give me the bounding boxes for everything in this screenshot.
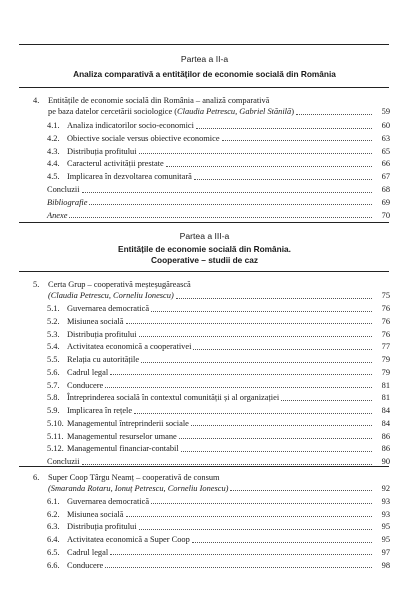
entry-number: 4.1. [47, 121, 60, 130]
entry-title: Implicarea în rețele [67, 406, 133, 415]
leader-dots [139, 153, 372, 154]
page-number: 77 [381, 342, 390, 352]
entry-number: 5.4. [47, 342, 60, 352]
part3-subtitle-line2: Cooperative – studii de caz [151, 255, 258, 265]
leader-dots [126, 516, 372, 517]
page-number: 68 [381, 185, 390, 194]
leader-dots [176, 298, 372, 299]
page-number: 81 [381, 393, 390, 403]
leader-dots [82, 464, 372, 465]
page-number: 59 [381, 107, 390, 116]
leader-dots [296, 114, 372, 115]
toc-entry [0, 431, 409, 442]
toc-entry [0, 197, 409, 208]
page-number: 60 [381, 121, 390, 130]
entry-title: Întreprinderea socială în contextul comunității și al organizației [67, 393, 280, 403]
leader-dots [82, 192, 372, 193]
leader-dots [181, 451, 372, 452]
entry-title: Anexe [47, 210, 68, 220]
page-number: 81 [381, 380, 390, 390]
entry-number: 5.11. [47, 431, 64, 441]
entry-number: 5.2. [47, 316, 60, 326]
page-number: 95 [381, 522, 390, 532]
toc-entry [0, 509, 409, 520]
page-number: 63 [381, 133, 390, 143]
toc-entry [0, 443, 409, 454]
entry-title: Activitatea economică a cooperativei [67, 342, 192, 352]
toc-entry [0, 133, 409, 144]
entry-number: 5.9. [47, 406, 60, 415]
entry-title: Guvernarea democratică [67, 304, 150, 313]
entry-title: Super Coop Târgu Neamț – cooperativă de consum [48, 472, 220, 482]
toc-entry [0, 560, 409, 571]
entry-title: Relația cu autoritățile [67, 355, 140, 364]
part3-rule [19, 271, 389, 272]
page-number: 93 [381, 496, 390, 506]
top-rule [19, 44, 389, 45]
entry-title: Managementul întreprinderii sociale [67, 418, 189, 428]
chapter-rule [19, 466, 389, 467]
leader-dots [151, 311, 372, 312]
entry-title: Guvernarea democratică [67, 496, 150, 506]
page-number: 76 [381, 304, 390, 313]
entry-title: Misiunea socială [67, 316, 124, 326]
entry-number: 6.5. [47, 547, 60, 557]
leader-dots [230, 490, 372, 491]
toc-entry [0, 158, 409, 169]
toc-entry [0, 521, 409, 532]
entry-number: 4.5. [47, 172, 60, 182]
page-number: 98 [381, 560, 390, 570]
leader-dots [191, 425, 372, 426]
page-number: 75 [381, 291, 390, 300]
page-number: 93 [381, 509, 390, 519]
toc-entry [0, 354, 409, 365]
entry-number: 5.10. [47, 418, 64, 428]
page-number: 95 [381, 535, 390, 544]
leader-dots [193, 349, 372, 350]
toc-entry [0, 106, 409, 117]
part2-heading: Partea a II-a [180, 54, 229, 64]
page-number: 70 [381, 210, 390, 220]
toc-entry [0, 210, 409, 221]
page-number: 84 [381, 406, 390, 415]
entry-number: 4. [33, 96, 40, 105]
entry-title: Entitățile de economie socială din România – analiză comparativă [48, 96, 270, 105]
toc-entry [0, 329, 409, 340]
entry-number: 5.8. [47, 393, 60, 403]
entry-title: Cadrul legal [67, 547, 109, 557]
page-number: 76 [381, 316, 390, 326]
leader-dots [134, 413, 372, 414]
entry-title: Misiunea socială [67, 509, 124, 519]
part3-heading: Partea a III-a [179, 231, 230, 241]
toc-entry [0, 120, 409, 131]
entry-number: 5.3. [47, 329, 60, 339]
leader-dots [196, 128, 372, 129]
toc-entry [0, 316, 409, 327]
page-number: 97 [381, 547, 390, 557]
leader-dots [139, 529, 372, 530]
entry-number: 5.6. [47, 367, 60, 377]
entry-title: (Smaranda Rotaru, Ionuț Petrescu, Corneliu Ionescu) [48, 483, 229, 493]
entry-title: Caracterul activității prestate [67, 159, 164, 169]
toc-entry [0, 418, 409, 429]
entry-title: Distribuția profitului [67, 522, 137, 532]
part2-end-rule [19, 222, 389, 223]
toc-entry [0, 184, 409, 195]
entry-title: Managementul financiar-contabil [67, 444, 179, 454]
leader-dots [139, 336, 372, 337]
entry-title: Activitatea economică a Super Coop [67, 535, 190, 544]
leader-dots [69, 217, 372, 218]
toc-entry [0, 483, 409, 494]
entry-number: 4.2. [47, 133, 60, 143]
toc-entry [0, 534, 409, 545]
entry-title: Concluzii [47, 185, 80, 194]
entry-number: 5.7. [47, 380, 60, 390]
entry-number: 5.5. [47, 355, 60, 364]
toc-entry [0, 405, 409, 416]
leader-dots [192, 542, 372, 543]
page-number: 90 [381, 457, 390, 466]
leader-dots [110, 554, 372, 555]
entry-number: 4.3. [47, 146, 60, 156]
page-number: 86 [381, 444, 390, 454]
entry-title: Bibliografie [47, 197, 88, 207]
entry-number: 6.1. [47, 496, 60, 506]
leader-dots [222, 140, 372, 141]
leader-dots [166, 166, 372, 167]
leader-dots [151, 503, 372, 504]
entry-number: 6.4. [47, 535, 60, 544]
entry-title: Concluzii [47, 457, 80, 466]
entry-number: 6.3. [47, 522, 60, 532]
leader-dots [89, 204, 372, 205]
page-number: 66 [381, 159, 390, 169]
entry-title: pe baza datelor cercetării sociologice (Claudia Petrescu, Gabriel Stănilă) [48, 107, 294, 116]
page-number: 65 [381, 146, 390, 156]
page-number: 67 [381, 172, 390, 182]
leader-dots [105, 567, 372, 568]
part3-subtitle-line1: Entitățile de economie socială din România. [118, 244, 291, 254]
page-number: 76 [381, 329, 390, 339]
entry-title: Managementul resurselor umane [67, 431, 177, 441]
entry-title: Certa Grup – cooperativă meșteșugărească [48, 280, 191, 289]
entry-title: Distribuția profitului [67, 146, 137, 156]
page-number: 79 [381, 355, 390, 364]
entry-title: (Claudia Petrescu, Corneliu Ionescu) [48, 291, 174, 300]
leader-dots [281, 400, 372, 401]
toc-entry [0, 290, 409, 301]
entry-title: Obiective sociale versus obiective economice [67, 133, 220, 143]
entry-title: Implicarea în dezvoltarea comunitară [67, 172, 192, 182]
entry-number: 6.2. [47, 509, 60, 519]
toc-entry [0, 392, 409, 403]
toc-entry [0, 380, 409, 391]
entry-title: Conducere [67, 560, 104, 570]
toc-entry [0, 341, 409, 352]
toc-entry [0, 367, 409, 378]
entry-number: 6. [33, 472, 40, 482]
toc-entry [0, 547, 409, 558]
entry-title: Cadrul legal [67, 367, 109, 377]
page-number: 92 [381, 483, 390, 493]
leader-dots [194, 179, 372, 180]
entry-number: 5. [33, 280, 40, 289]
toc-entry [0, 303, 409, 314]
toc-entry [0, 496, 409, 507]
leader-dots [141, 362, 372, 363]
page-number: 84 [381, 418, 390, 428]
toc-entry [0, 279, 409, 290]
page-number: 86 [381, 431, 390, 441]
page-number: 79 [381, 367, 390, 377]
page-number: 69 [381, 197, 390, 207]
entry-title: Distribuția profitului [67, 329, 137, 339]
leader-dots [179, 438, 372, 439]
entry-number: 5.12. [47, 444, 64, 454]
toc-entry [0, 146, 409, 157]
part2-rule [19, 87, 389, 88]
leader-dots [105, 387, 372, 388]
leader-dots [126, 323, 372, 324]
toc-entry [0, 171, 409, 182]
toc-entry [0, 95, 409, 106]
entry-title: Conducere [67, 380, 104, 390]
part2-subtitle: Analiza comparativă a entităților de economie socială din România [73, 69, 336, 79]
entry-title: Analiza indicatorilor socio-economici [67, 121, 194, 130]
entry-number: 4.4. [47, 159, 60, 169]
entry-number: 6.6. [47, 560, 60, 570]
leader-dots [110, 374, 372, 375]
toc-entry [0, 472, 409, 483]
entry-number: 5.1. [47, 304, 60, 313]
